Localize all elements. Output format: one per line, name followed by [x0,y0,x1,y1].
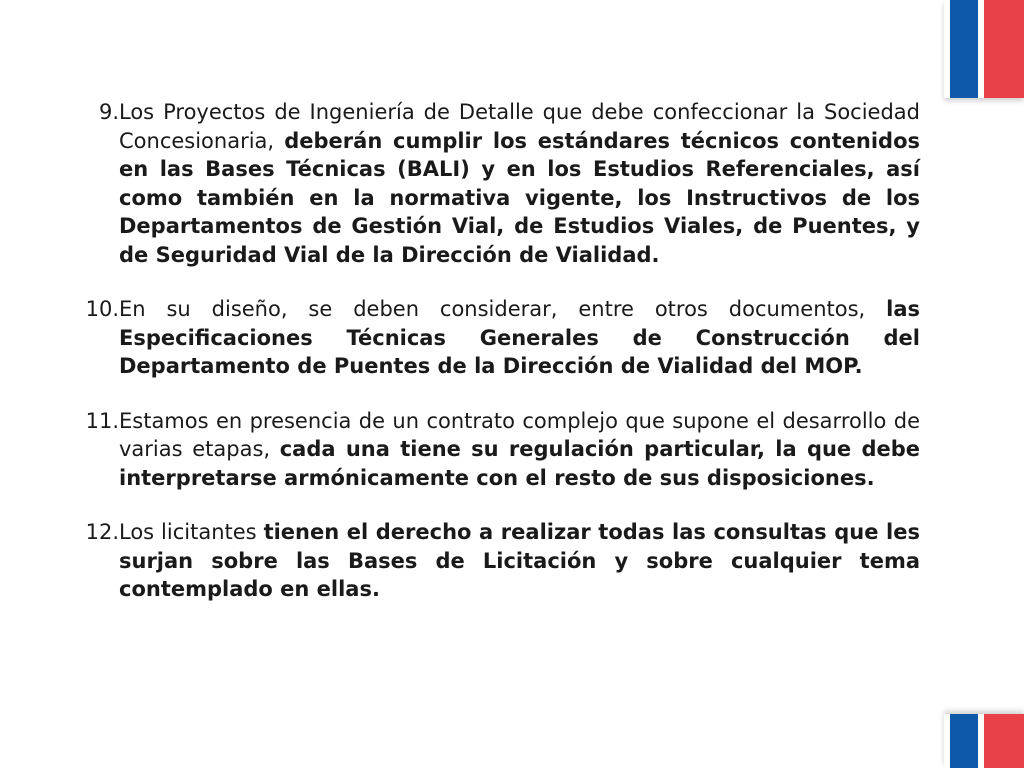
flag-stripe-blue [950,714,978,768]
list-item [78,518,920,604]
bold-text-segment: tienen el derecho a realizar todas las consultas que les surjan sobre las Bases de Licitación y sobre cualquier tema contemplado en ellas. [119,520,920,601]
text-segment: Los licitantes [119,520,264,544]
bold-text-segment: deberán cumplir los estándares técnicos contenidos en las Bases Técnicas (BALI) y en los Estudios Referenciales, así como también en la normativa vigente, los Instructivos de los Departamentos de Gestión Vial, de Estudios Viales, de Puentes, y de Seguridad Vial de la Dirección de Vialidad. [119,128,920,267]
text-segment: Los Proyectos de Ingeniería de Detalle que debe confeccionar la Sociedad Concesionaria, [119,100,920,153]
bold-text-segment: cada una tiene su regulación particular, la que debe interpretarse armónicamente con el resto de sus disposiciones. [119,437,921,490]
numbered-list [78,98,920,630]
list-item-text [119,518,920,604]
list-item-number: 10. [85,297,119,321]
list-item-text [119,295,920,381]
bold-text-segment: las Especificaciones Técnicas Generales de Construcción del Departamento de Puentes de la Dirección de Vialidad del MOP. [119,297,920,378]
list-item-number: 11. [85,408,119,433]
flag-stripe-blue [950,0,978,98]
flag-decoration-top [944,0,1024,98]
list-item [78,98,920,269]
flag-decoration-bottom [944,714,1024,768]
list-item-text [119,407,920,493]
list-item-text [119,98,920,269]
text-segment: Estamos en presencia de un contrato complejo que supone el desarrollo de varias etapas, [119,408,920,461]
flag-stripe-red [984,0,1024,98]
list-item [78,295,920,381]
list-item [78,407,920,493]
list-item-number: 12. [85,520,119,544]
flag-stripe-red [984,714,1024,768]
text-segment: En su diseño, se deben considerar, entre otros documentos, [119,297,887,321]
list-item-number: 9. [98,100,119,124]
